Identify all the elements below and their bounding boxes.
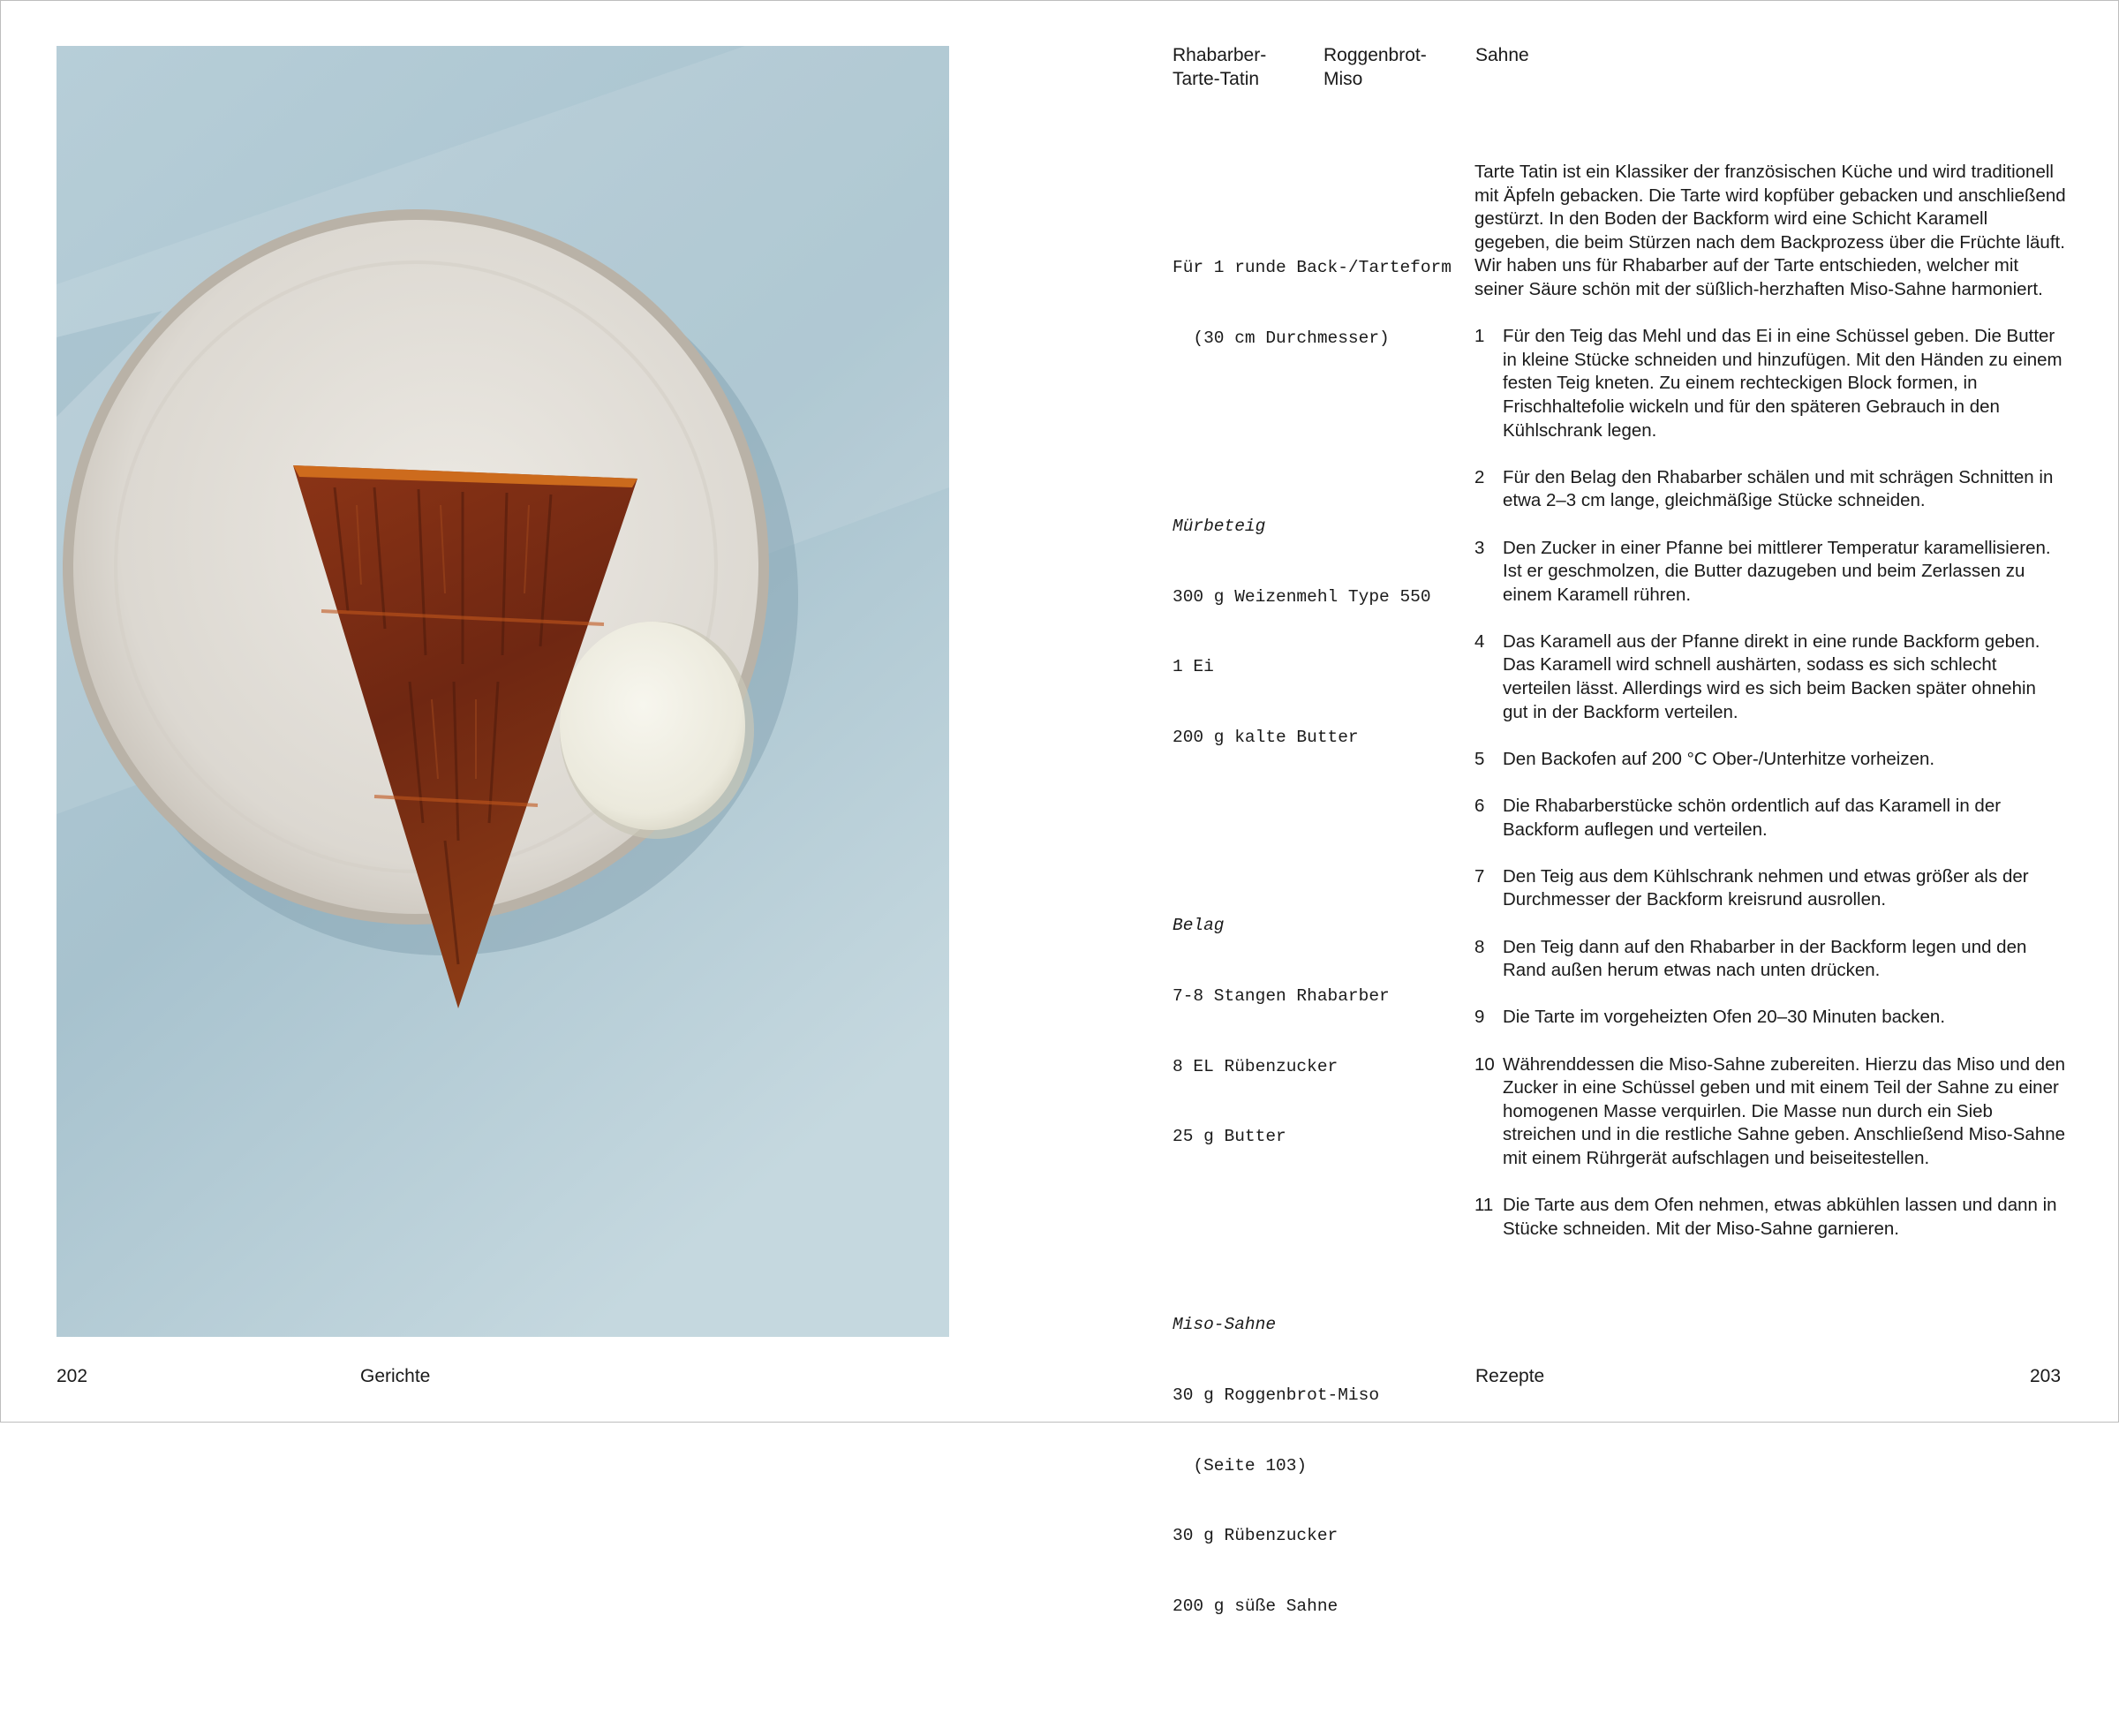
dish-photo (57, 46, 949, 1337)
step-text: Das Karamell aus der Pfanne direkt in eine runde Backform geben. Das Karamell wird schnell aushärten, sodass es sich schlecht verteilen lässt. Allerdings wird es sich beim Backen später ohnehin gut in der Backform verteilen. (1503, 630, 2040, 722)
ingredient-group-muerbeteig (1173, 468, 1464, 796)
recipe-title-1: Rhabarber- Tarte-Tatin (1173, 45, 1267, 89)
step-number: 5 (1474, 748, 1485, 769)
step-text: Den Teig aus dem Kühlschrank nehmen und etwas größer als der Durchmesser der Backform kreisrund ausrollen. (1503, 865, 2029, 910)
step-text: Die Rhabarberstücke schön ordentlich auf das Karamell in der Backform auflegen und verteilen. (1503, 796, 2002, 840)
method-step (1474, 748, 2066, 772)
ingredients-yield (1173, 209, 1464, 397)
right-page-number: 203 (2030, 1366, 2062, 1386)
method-step (1474, 865, 2066, 912)
ingredient-item: 30 g Roggenbrot-Miso (1173, 1385, 1380, 1405)
ingredient-item: 200 g süße Sahne (1173, 1596, 1339, 1617)
method-step (1474, 630, 2066, 724)
step-text: Für den Belag den Rhabarber schälen und mit schrägen Schnitten in etwa 2–3 cm lange, gleichmäßige Stücke schneiden. (1503, 466, 2054, 511)
step-number: 8 (1474, 936, 1485, 957)
step-number: 7 (1474, 865, 1485, 887)
ingredient-group-title: Mürbeteig (1173, 516, 1266, 536)
rhubarb-tart-photo (57, 46, 949, 1337)
left-section-label: Gerichte (360, 1366, 431, 1386)
ingredient-item: 7-8 Stangen Rhabarber (1173, 985, 1390, 1006)
method-step (1474, 325, 2066, 442)
method-step (1474, 795, 2066, 842)
step-number: 6 (1474, 796, 1485, 817)
step-number: 4 (1474, 630, 1485, 652)
ingredient-group-belag (1173, 867, 1464, 1196)
step-number: 10 (1474, 1053, 1495, 1075)
method-step (1474, 1006, 2066, 1030)
step-text: Den Zucker in einer Pfanne bei mittlerer Temperatur karamellisieren. Ist er geschmolzen, die Butter dazugeben und beim Zerlassen zu einem Karamell rühren. (1503, 537, 2051, 605)
method-column (1474, 161, 2066, 1264)
step-number: 2 (1474, 466, 1485, 487)
left-page-number: 202 (57, 1366, 88, 1386)
right-section-label: Rezepte (1475, 1366, 1545, 1386)
step-text: Den Teig dann auf den Rhabarber in der Backform legen und den Rand außen herum etwas nach unten drücken. (1503, 936, 2027, 981)
ingredient-item: 30 g Rübenzucker (1173, 1526, 1339, 1546)
ingredient-group-title: Belag (1173, 916, 1225, 935)
yield-line: Für 1 runde Back-/Tarteform (1173, 258, 1452, 278)
recipe-title-2: Roggenbrot- Miso (1323, 45, 1427, 89)
recipe-intro: Tarte Tatin ist ein Klassiker der französischen Küche und wird traditionell mit Äpfeln gebacken. Die Tarte wird kopfüber gebacken und anschließend gestürzt. In den Boden der Backform wird eine Schicht Karamell gegeben, die beim Stürzen nach dem Backprozess über die Früchte läuft. Wir haben uns für Rhabarber auf der Tarte entschieden, welcher mit seiner Säure schön mit der süßlich-herzhaften Miso-Sahne harmoniert. (1474, 162, 2066, 299)
step-text: Die Tarte im vorgeheizten Ofen 20–30 Minuten backen. (1503, 1007, 1946, 1028)
ingredient-item: (Seite 103) (1173, 1455, 1308, 1476)
method-step (1474, 466, 2066, 513)
method-step (1474, 1194, 2066, 1241)
method-step (1474, 537, 2066, 608)
ingredient-item: 300 g Weizenmehl Type 550 (1173, 586, 1431, 607)
method-step (1474, 936, 2066, 983)
ingredient-item: 25 g Butter (1173, 1127, 1286, 1147)
step-number: 9 (1474, 1007, 1485, 1028)
ingredient-item: 1 Ei (1173, 657, 1214, 677)
ingredient-item: 200 g kalte Butter (1173, 728, 1359, 748)
step-text: Die Tarte aus dem Ofen nehmen, etwas abkühlen lassen und dann in Stücke schneiden. Mit der Miso-Sahne garnieren. (1503, 1195, 2057, 1239)
step-number: 11 (1474, 1195, 1494, 1216)
recipe-title-3: Sahne (1475, 45, 1529, 65)
step-number: 3 (1474, 537, 1485, 558)
step-text: Für den Teig das Mehl und das Ei in eine Schüssel geben. Die Butter in kleine Stücke schneiden und hinzufügen. Mit den Händen zu einem festen Teig kneten. Zu einem rechteckigen Block formen, in Frischhaltefolie wickeln und für den späteren Gebrauch in den Kühlschrank legen. (1503, 326, 2062, 441)
step-number: 1 (1474, 326, 1485, 347)
ingredient-group-miso-sahne (1173, 1266, 1464, 1665)
ingredient-item: 8 EL Rübenzucker (1173, 1056, 1339, 1076)
step-text: Den Backofen auf 200 °C Ober-/Unterhitze vorheizen. (1503, 748, 1935, 769)
ingredients-list (1173, 162, 1464, 1736)
method-step (1474, 1053, 2066, 1171)
ingredient-group-title: Miso-Sahne (1173, 1315, 1277, 1335)
yield-line: (30 cm Durchmesser) (1173, 328, 1390, 349)
step-text: Währenddessen die Miso-Sahne zubereiten. Hierzu das Miso und den Zucker in eine Schüssel geben und mit einem Teil der Sahne zu einer homogenen Masse verquirlen. Die Masse nun durch ein Sieb streichen und in die restliche Sahne geben. Anschließend Miso-Sahne mit einem Rührgerät aufschlagen und beiseitestellen. (1503, 1053, 2066, 1168)
